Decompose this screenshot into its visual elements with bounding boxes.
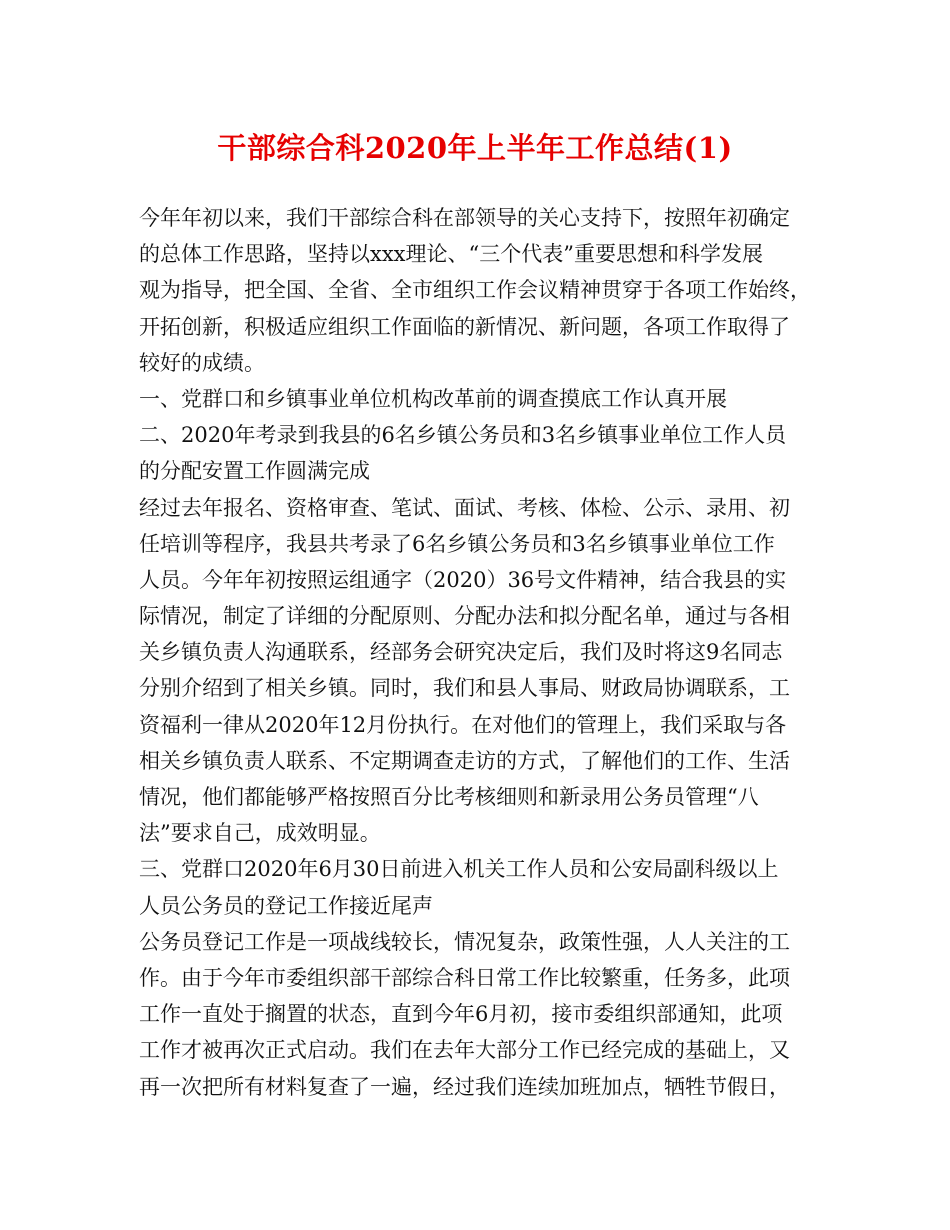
- body-line: 际情况，制定了详细的分配原则、分配办法和拟分配名单，通过与各相: [139, 604, 790, 629]
- body-line: 经过去年报名、资格审查、笔试、面试、考核、体检、公示、录用、初: [139, 495, 790, 520]
- body-line: 工作才被再次正式启动。我们在去年大部分工作已经完成的基础上，又: [139, 1038, 790, 1063]
- body-line: 一、党群口和乡镇事业单位机构改革前的调查摸底工作认真开展: [139, 386, 727, 411]
- body-line: 公务员登记工作是一项战线较长，情况复杂，政策性强，人人关注的工: [139, 929, 790, 954]
- body-line: 作。由于今年市委组织部干部综合科日常工作比较繁重，任务多，此项: [139, 965, 790, 990]
- body-line: 再一次把所有材料复查了一遍，经过我们连续加班加点，牺牲节假日，: [139, 1074, 790, 1099]
- body-line: 三、党群口2020年6月30日前进入机关工作人员和公安局副科级以上: [139, 857, 779, 882]
- body-line: 相关乡镇负责人联系、不定期调查走访的方式，了解他们的工作、生活: [139, 748, 790, 773]
- body-line: 人员公务员的登记工作接近尾声: [139, 893, 433, 918]
- body-line: 较好的成绩。: [139, 350, 265, 375]
- body-line: 资福利一律从2020年12月份执行。在对他们的管理上，我们采取与各: [139, 712, 787, 737]
- body-line: 工作一直处于搁置的状态，直到今年6月初，接市委组织部通知，此项: [139, 1002, 783, 1027]
- body-line: 任培训等程序，我县共考录了6名乡镇公务员和3名乡镇事业单位工作: [139, 531, 775, 556]
- body-line: 今年年初以来，我们干部综合科在部领导的关心支持下，按照年初确定: [139, 206, 790, 230]
- document-title: 干部综合科2020年上半年工作总结(1): [217, 131, 733, 165]
- body-line: 观为指导，把全国、全省、全市组织工作会议精神贯穿于各项工作始终，: [139, 278, 811, 303]
- body-line: 关乡镇负责人沟通联系，经部务会研究决定后，我们及时将这9名同志: [139, 640, 783, 665]
- document-body: [139, 200, 819, 1105]
- body-line: 的总体工作思路，坚持以xxx理论、“三个代表”重要思想和科学发展: [139, 242, 763, 267]
- body-line: 法”要求自己，成效明显。: [139, 821, 381, 846]
- body-line: 情况，他们都能够严格按照百分比考核细则和新录用公务员管理“八: [139, 785, 759, 809]
- body-line: 的分配安置工作圆满完成: [139, 459, 370, 484]
- body-line: 人员。今年年初按照运组通字（2020）36号文件精神，结合我县的实: [139, 567, 787, 592]
- body-line: 分别介绍到了相关乡镇。同时，我们和县人事局、财政局协调联系，工: [139, 676, 790, 701]
- body-line: 二、2020年考录到我县的6名乡镇公务员和3名乡镇事业单位工作人员: [139, 423, 787, 448]
- body-line: 开拓创新，积极适应组织工作面临的新情况、新问题，各项工作取得了: [139, 314, 790, 339]
